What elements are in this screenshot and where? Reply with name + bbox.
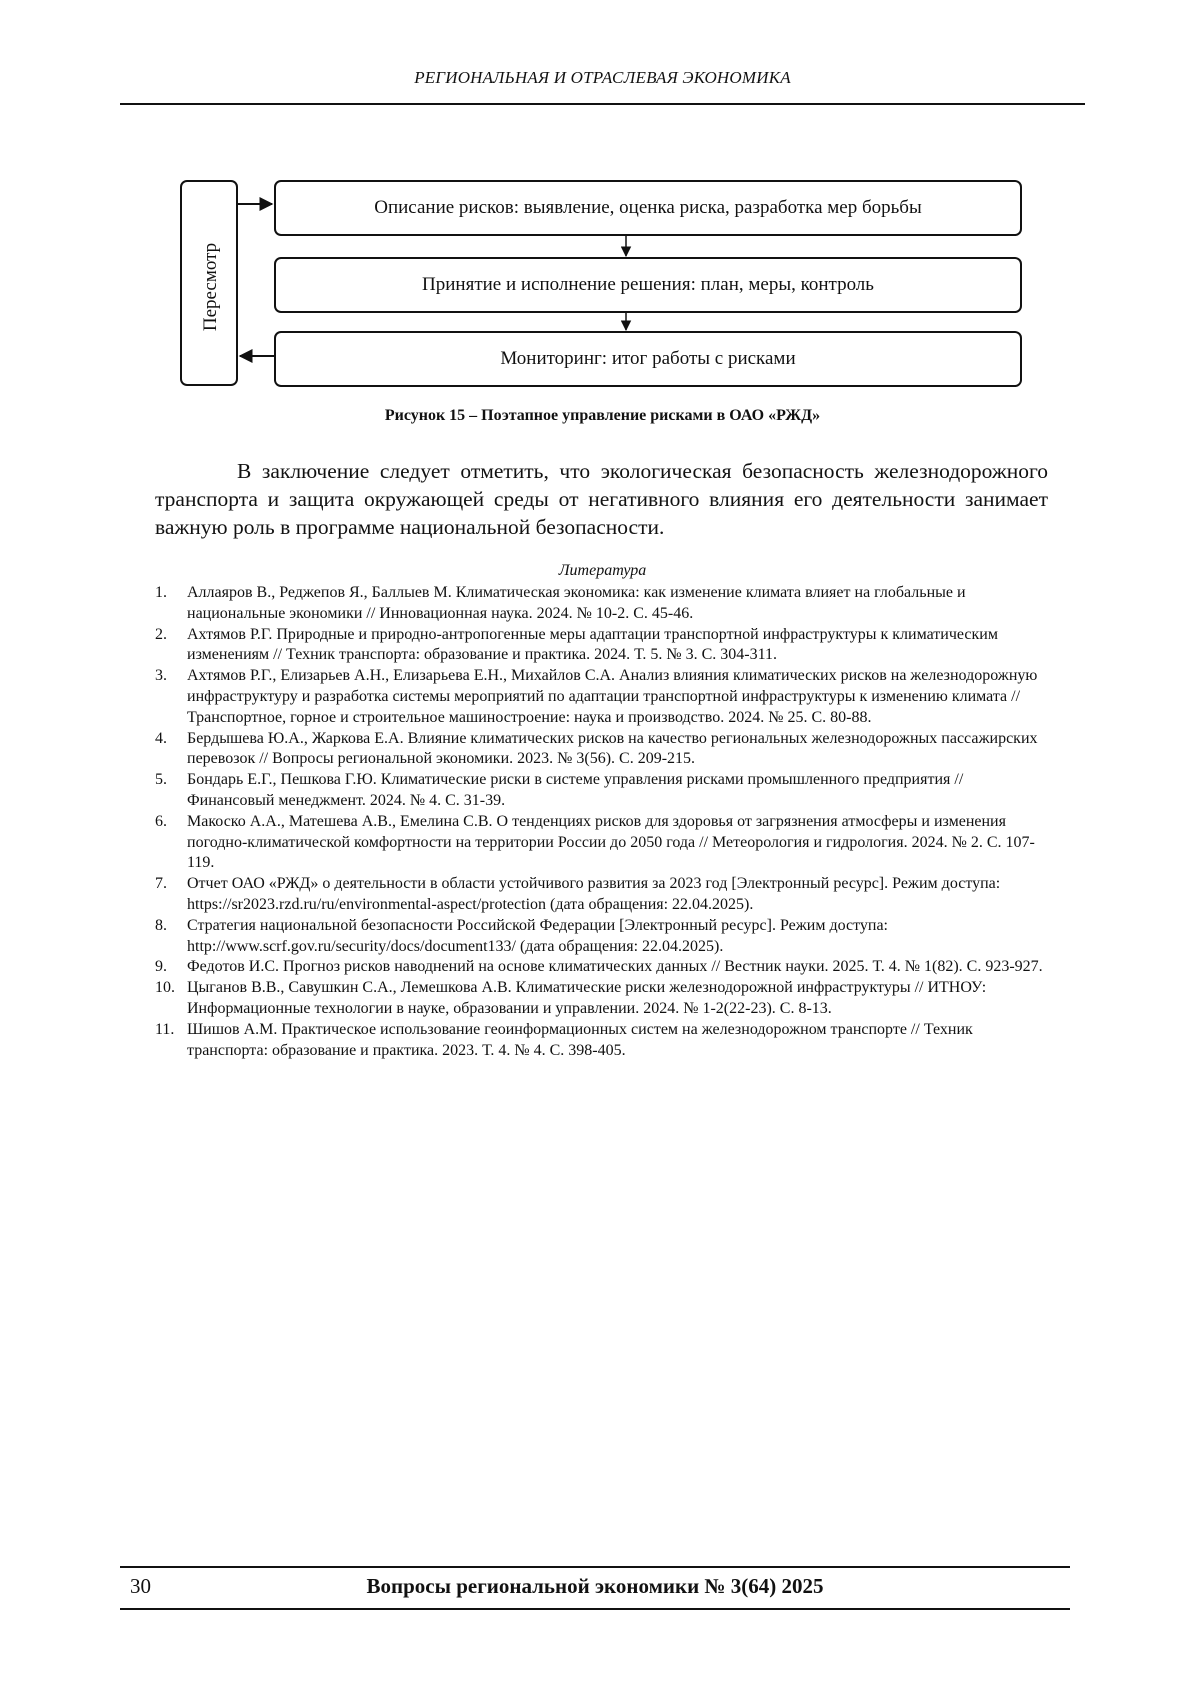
reference-number: 2.: [155, 625, 167, 643]
reference-number: 9.: [155, 958, 167, 976]
reference-number: 1.: [155, 584, 167, 601]
reference-line: 4. № 1(82). С. 923-927.: [888, 958, 1043, 976]
reference-line: С. 8-13.: [779, 999, 832, 1017]
header-rule: [120, 103, 1085, 105]
reference-line: теорология и гидрология. 2024. № 2. С. 107-119.: [187, 833, 1035, 872]
reference-line: и производство. 2024. № 25. С. 80-88.: [615, 708, 872, 726]
reference-item: [155, 1020, 1045, 1062]
reference-line: Бондарь Е.Г., Пешкова Г.Ю. Климатические риски в системе управления рисками промышленного: [187, 771, 864, 789]
reference-item: [155, 770, 1045, 812]
reference-number: 7.: [155, 875, 167, 893]
reference-number: 5.: [155, 771, 167, 789]
paragraph-line: тельности занимает важную роль в программе национальной безопасности.: [155, 487, 1048, 539]
reference-line: Федотов И.С. Прогноз рисков наводнений на основе климатических данных // Вестник науки. 2025. Т.: [187, 958, 889, 976]
reference-number: 6.: [155, 812, 167, 830]
reference-item: [155, 874, 1045, 916]
paragraph-line: рожного транспорта и защита окружающей среды от негативного влияния его дея: [155, 459, 1048, 511]
reference-line: на железнодорожную инфраструктуру и разработка системы мероприятий по адаптации транспортной: [187, 667, 1038, 705]
reference-line: инфраструктуры к изменению климата // Транспортное, горное и строительное машиностроение: наука: [187, 687, 1021, 726]
reference-line: Макоско А.А., Матешева А.В., Емелина С.В. О тенденциях рисков для здоровья от загрязнения атмо: [187, 812, 874, 830]
reference-line: Режим доступа: https://sr2023.rzd.ru/ru/environmental-aspect/protection (дата обращения: 22.04.2025).: [187, 875, 1001, 913]
footer-rule-top: [120, 1566, 1070, 1568]
risk-management-diagram: [180, 178, 1030, 396]
step-risk-description: Описание рисков: выявление, оценка риска, разработка мер борьбы: [274, 180, 1022, 236]
reference-list: [155, 583, 1045, 1061]
reference-line: Цыганов В.В., Савушкин С.А., Лемешкова А.В. Климатические риски железнодорожной инфраструк: [187, 979, 878, 997]
reference-item: [155, 957, 1045, 978]
reference-line: Ахтямов Р.Г., Елизарьев А.Н., Елизарьева Е.Н., Михайлов С.А. Анализ влияния климатических рисков: [187, 667, 891, 685]
reference-item: [155, 583, 1045, 625]
reference-line: климатическим изменениям // Техник транспорта: образование и практика. 2024. Т. 5. № 3. С. 304-311.: [187, 625, 998, 664]
review-label: Пересмотр: [200, 242, 221, 332]
reference-item: [155, 978, 1045, 1020]
reference-line: глобальные и национальные экономики // Инновационная наука. 2024. № 10-2. С. 45-46.: [187, 584, 966, 622]
reference-line: порте // Техник транспорта: образование и практика. 2023. Т. 4. № 4. С. 398-405.: [187, 1020, 973, 1059]
paragraph-line: В заключение следует отметить, что экологическая безопасность железнодо: [237, 459, 971, 483]
reference-line: http://www.scrf.gov.ru/security/docs/document133/ (дата обращения: 22.04.2025).: [187, 937, 724, 955]
running-head: РЕГИОНАЛЬНАЯ И ОТРАСЛЕВАЯ ЭКОНОМИКА: [414, 68, 791, 87]
reference-item: [155, 916, 1045, 958]
reference-number: 11.: [155, 1020, 175, 1038]
reference-item: [155, 812, 1045, 874]
figure-caption: Рисунок 15 – Поэтапное управление рисками в ОАО «РЖД»: [384, 407, 821, 424]
page-number: 30: [130, 1574, 151, 1598]
reference-number: 10.: [155, 979, 175, 997]
review-box: [180, 180, 238, 386]
reference-line: сферы и изменения погодно-климатической комфортности на территории России до 2050 года // Ме: [187, 812, 1006, 851]
reference-number: 8.: [155, 916, 167, 934]
reference-line: Бердышева Ю.А., Жаркова Е.А. Влияние климатических рисков на качество региональных железнодо: [187, 729, 884, 747]
reference-line: Шишов А.М. Практическое использование геоинформационных систем на железнодорожном транс: [187, 1020, 869, 1038]
reference-line: предприятия // Финансовый менеджмент. 2024. № 4. С. 31-39.: [187, 771, 964, 809]
reference-item: [155, 625, 1045, 667]
reference-line: рожных пассажирских перевозок // Вопросы региональной экономики. 2023. № 3(56). С. 209-215.: [187, 729, 1038, 768]
footer-rule-bottom: [120, 1608, 1070, 1610]
step-monitoring: Мониторинг: итог работы с рисками: [274, 331, 1022, 387]
reference-number: 3.: [155, 667, 167, 685]
journal-title: Вопросы региональной экономики № 3(64) 2025: [366, 1574, 824, 1598]
reference-item: [155, 729, 1045, 771]
reference-line: туры // ИТНОУ: Информационные технологии в науке, образовании и управлении. 2024. № 1-2(22-23).: [187, 979, 987, 1017]
step-decision-execution: Принятие и исполнение решения: план, меры, контроль: [274, 257, 1022, 313]
reference-number: 4.: [155, 729, 167, 747]
reference-item: [155, 666, 1045, 728]
reference-line: Ахтямов Р.Г. Природные и природно-антропогенные меры адаптации транспортной инфраструктуры к: [187, 625, 893, 643]
conclusion-paragraph: [155, 457, 1048, 541]
reference-line: Отчет ОАО «РЖД» о деятельности в области устойчивого развития за 2023 год [Электронный ресурс].: [187, 875, 893, 893]
reference-line: Аллаяров В., Реджепов Я., Баллыев М. Климатическая экономика: как изменение климата влияет на: [187, 584, 875, 601]
reference-line: Стратегия национальной безопасности Российской Федерации [Электронный ресурс]. Режим доступа:: [187, 916, 888, 934]
literature-heading: Литература: [558, 562, 647, 579]
